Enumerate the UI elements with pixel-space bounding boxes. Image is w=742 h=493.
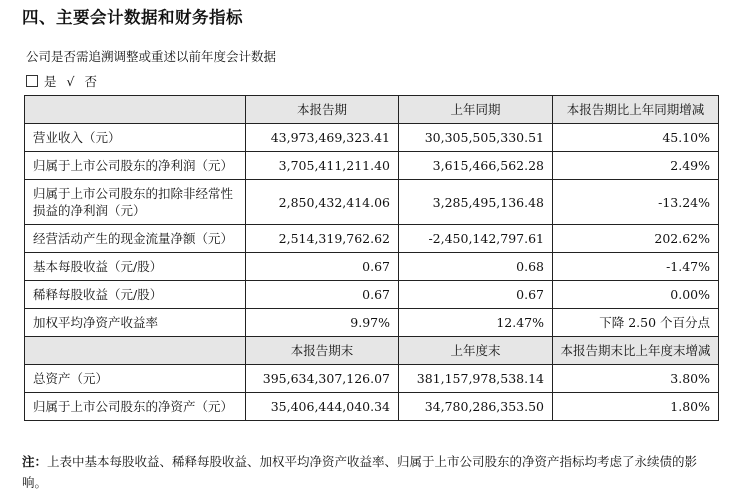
column-header: 本报告期末	[246, 337, 399, 365]
cell-change: -1.47%	[553, 253, 719, 281]
table-row	[25, 152, 719, 180]
cell-change: 202.62%	[553, 225, 719, 253]
cell-current: 3,705,411,211.40	[246, 152, 399, 180]
check-mark-icon: √	[66, 74, 75, 89]
cell-label: 总资产（元）	[25, 365, 246, 393]
cell-label: 营业收入（元）	[25, 124, 246, 152]
cell-change: 45.10%	[553, 124, 719, 152]
cell-current: 35,406,444,040.34	[246, 393, 399, 421]
restate-question: 公司是否需追溯调整或重述以前年度会计数据	[26, 49, 277, 64]
cell-current: 43,973,469,323.41	[246, 124, 399, 152]
table-row	[25, 225, 719, 253]
cell-current: 2,514,319,762.62	[246, 225, 399, 253]
cell-label: 经营活动产生的现金流量净额（元）	[25, 225, 246, 253]
cell-change: 0.00%	[553, 281, 719, 309]
cell-prior: 381,157,978,538.14	[399, 365, 553, 393]
cell-label: 归属于上市公司股东的净资产（元）	[25, 393, 246, 421]
restate-answer	[26, 72, 97, 90]
yes-label: 是	[44, 74, 57, 89]
cell-current: 0.67	[246, 281, 399, 309]
cell-prior: 34,780,286,353.50	[399, 393, 553, 421]
section-title: 四、主要会计数据和财务指标	[22, 8, 243, 27]
cell-prior: 30,305,505,330.51	[399, 124, 553, 152]
cell-current: 9.97%	[246, 309, 399, 337]
column-header: 本报告期末比上年度末增减	[553, 337, 719, 365]
cell-prior: 12.47%	[399, 309, 553, 337]
key-financial-data-table	[24, 95, 719, 421]
table-header-row	[25, 96, 719, 124]
table-row	[25, 309, 719, 337]
footnote-text: 上表中基本每股收益、稀释每股收益、加权平均净资产收益率、归属于上市公司股东的净资产指标均考虑了永续债的影响。	[22, 454, 698, 490]
table-row	[25, 365, 719, 393]
cell-change: -13.24%	[553, 180, 719, 225]
column-header	[25, 96, 246, 124]
cell-prior: -2,450,142,797.61	[399, 225, 553, 253]
cell-change: 2.49%	[553, 152, 719, 180]
cell-current: 2,850,432,414.06	[246, 180, 399, 225]
cell-prior: 3,285,495,136.48	[399, 180, 553, 225]
table-row	[25, 393, 719, 421]
cell-change: 1.80%	[553, 393, 719, 421]
column-header: 本报告期比上年同期增减	[553, 96, 719, 124]
cell-change: 下降 2.50 个百分点	[553, 309, 719, 337]
table-row	[25, 253, 719, 281]
table-row	[25, 180, 719, 225]
table-row	[25, 124, 719, 152]
footnote-prefix: 注：	[22, 454, 48, 469]
column-header	[25, 337, 246, 365]
cell-change: 3.80%	[553, 365, 719, 393]
cell-label: 稀释每股收益（元/股）	[25, 281, 246, 309]
cell-label: 基本每股收益（元/股）	[25, 253, 246, 281]
footnote	[22, 451, 722, 493]
cell-current: 0.67	[246, 253, 399, 281]
no-label: 否	[84, 74, 97, 89]
column-header: 上年同期	[399, 96, 553, 124]
column-header: 上年度末	[399, 337, 553, 365]
cell-prior: 3,615,466,562.28	[399, 152, 553, 180]
cell-current: 395,634,307,126.07	[246, 365, 399, 393]
yes-checkbox	[26, 75, 38, 87]
cell-label: 归属于上市公司股东的净利润（元）	[25, 152, 246, 180]
cell-prior: 0.67	[399, 281, 553, 309]
column-header: 本报告期	[246, 96, 399, 124]
table-header-row	[25, 337, 719, 365]
cell-label: 归属于上市公司股东的扣除非经常性损益的净利润（元）	[25, 180, 246, 225]
cell-prior: 0.68	[399, 253, 553, 281]
cell-label: 加权平均净资产收益率	[25, 309, 246, 337]
table-row	[25, 281, 719, 309]
